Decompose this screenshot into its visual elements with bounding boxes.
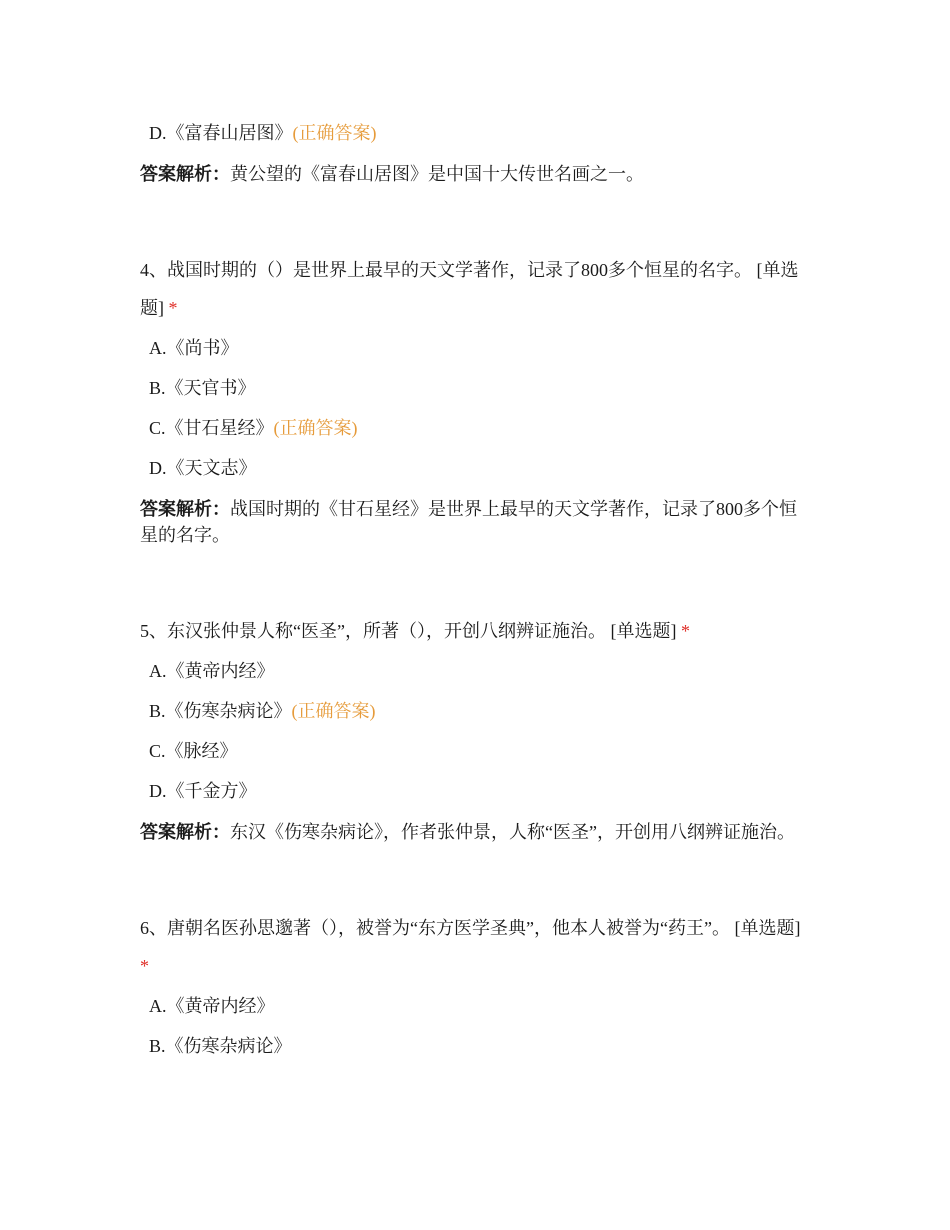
option-text: 《脉经》 bbox=[165, 741, 238, 761]
answer-analysis bbox=[140, 496, 812, 548]
option-text: 《伤寒杂病论》 bbox=[165, 1036, 292, 1056]
option-text: 《富春山居图》 bbox=[166, 123, 293, 143]
option-text: 《天官书》 bbox=[165, 378, 256, 398]
option-letter: C. bbox=[149, 741, 166, 761]
analysis-text: 东汉《伤寒杂病论》，作者张仲景，人称“医圣”，开创用八纲辨证施治。 bbox=[230, 822, 795, 842]
answer-option bbox=[140, 736, 812, 776]
option-text: 《甘石星经》 bbox=[165, 418, 274, 438]
option-letter: A. bbox=[149, 661, 167, 681]
option-letter: B. bbox=[149, 378, 166, 398]
option-text: 《伤寒杂病论》 bbox=[165, 701, 292, 721]
option-letter: C. bbox=[149, 418, 166, 438]
answer-option bbox=[140, 453, 812, 493]
quiz-content bbox=[140, 118, 812, 1071]
question-block bbox=[140, 118, 812, 187]
question-text bbox=[140, 251, 812, 327]
question-block bbox=[140, 251, 812, 548]
option-letter: B. bbox=[149, 701, 166, 721]
answer-option bbox=[140, 656, 812, 696]
answer-analysis bbox=[140, 161, 812, 187]
option-text: 《尚书》 bbox=[166, 338, 239, 358]
question-type-tag: [单选题] bbox=[734, 918, 801, 938]
option-letter: A. bbox=[149, 996, 167, 1016]
option-text: 《天文志》 bbox=[166, 458, 257, 478]
answer-option bbox=[140, 373, 812, 413]
option-text: 《千金方》 bbox=[166, 781, 257, 801]
required-star: * bbox=[680, 621, 690, 641]
correct-answer-label: (正确答案) bbox=[291, 701, 376, 721]
question-stem: 6、唐朝名医孙思邈著（），被誉为“东方医学圣典”，他本人被誉为“药王”。 bbox=[140, 918, 730, 938]
correct-answer-label: (正确答案) bbox=[273, 418, 358, 438]
answer-option bbox=[140, 991, 812, 1031]
option-letter: D. bbox=[149, 781, 167, 801]
option-text: 《黄帝内经》 bbox=[166, 996, 275, 1016]
answer-option bbox=[140, 1031, 812, 1071]
analysis-text: 黄公望的《富春山居图》是中国十大传世名画之一。 bbox=[230, 164, 644, 184]
analysis-label: 答案解析： bbox=[140, 164, 230, 184]
answer-option bbox=[140, 333, 812, 373]
question-text bbox=[140, 612, 812, 650]
option-letter: D. bbox=[149, 458, 167, 478]
analysis-text: 战国时期的《甘石星经》是世界上最早的天文学著作，记录了800多个恒星的名字。 bbox=[140, 499, 797, 545]
answer-option bbox=[140, 696, 812, 736]
required-star: * bbox=[168, 298, 178, 318]
required-star: * bbox=[140, 956, 149, 976]
correct-answer-label: (正确答案) bbox=[292, 123, 377, 143]
option-letter: D. bbox=[149, 123, 167, 143]
question-type-tag: [单选题] bbox=[610, 621, 677, 641]
question-type-tag: [单选题] bbox=[140, 260, 799, 318]
question-block bbox=[140, 612, 812, 845]
question-stem: 5、东汉张仲景人称“医圣”，所著（），开创八纲辨证施治。 bbox=[140, 621, 606, 641]
option-text: 《黄帝内经》 bbox=[166, 661, 275, 681]
option-letter: B. bbox=[149, 1036, 166, 1056]
question-block bbox=[140, 909, 812, 1071]
question-text bbox=[140, 909, 812, 985]
answer-analysis bbox=[140, 819, 812, 845]
answer-option bbox=[140, 776, 812, 816]
analysis-label: 答案解析： bbox=[140, 499, 230, 519]
answer-option bbox=[140, 118, 812, 158]
analysis-label: 答案解析： bbox=[140, 822, 230, 842]
option-letter: A. bbox=[149, 338, 167, 358]
answer-option bbox=[140, 413, 812, 453]
question-stem: 4、战国时期的（）是世界上最早的天文学著作，记录了800多个恒星的名字。 bbox=[140, 260, 752, 280]
